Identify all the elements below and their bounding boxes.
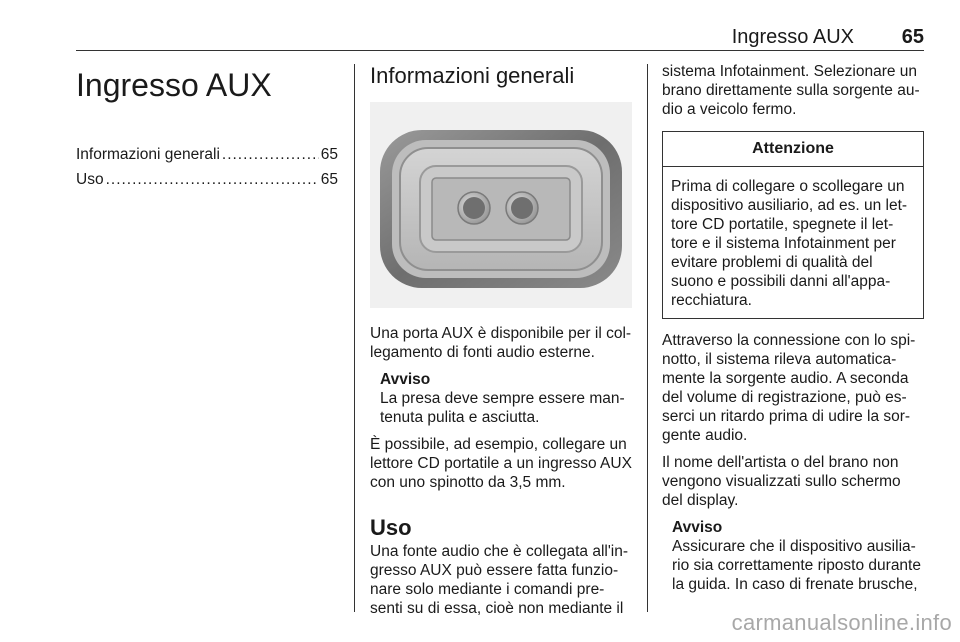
warning-title: Attenzione: [663, 132, 923, 167]
column-right: [662, 62, 924, 594]
warning-box: [662, 131, 924, 319]
aux-port-illustration: [370, 102, 632, 308]
toc-entry-page: 65: [320, 171, 338, 188]
notice-block: [370, 370, 632, 427]
column-divider: [647, 64, 648, 612]
notice-title: Avviso: [672, 519, 723, 536]
section-title: Uso: [370, 515, 412, 540]
aux-socket-icon: [370, 102, 632, 308]
column-middle: [370, 62, 632, 618]
toc-entry[interactable]: [76, 167, 338, 192]
paragraph: Il nome dell'artista o del brano non vengono visualizzati sullo schermo del display.: [662, 454, 901, 509]
page-header: [76, 24, 924, 51]
toc-entry-label: Informazioni generali: [76, 146, 220, 163]
toc-dot-leader: [222, 142, 319, 167]
notice-text: Assicurare che il dispositivo ausilia-rio sia correttamente riposto durante la guida. In caso di frenate brusche,: [672, 538, 921, 593]
header-title: Ingresso AUX: [731, 26, 854, 48]
toc-entry-label: Uso: [76, 171, 104, 188]
notice-title: Avviso: [380, 371, 431, 388]
toc-entry[interactable]: [76, 142, 338, 167]
column-divider: [354, 64, 355, 612]
watermark: carmanualsonline.info: [731, 610, 952, 635]
warning-text: Prima di collegare o scollegare un dispositivo ausiliario, ad es. un let-tore CD portatile, spegnete il let-tore e il sistema Infotainment per evitare problemi di qualità del suono e possibili danni all'appa-recchiatura.: [671, 178, 908, 309]
paragraph: Una porta AUX è disponibile per il col-legamento di fonti audio esterne.: [370, 325, 632, 361]
page-number: 65: [901, 26, 924, 48]
paragraph: È possibile, ad esempio, collegare un lettore CD portatile a un ingresso AUX con uno spinotto da 3,5 mm.: [370, 436, 632, 491]
column-left: [76, 62, 338, 192]
paragraph: Attraverso la connessione con lo spi-notto, il sistema rileva automatica-mente la sorgente audio. A seconda del volume di registrazione, può es-serci un ritardo prima di udire la sor-gente audio.: [662, 332, 916, 444]
notice-text: La presa deve sempre essere man-tenuta pulita e asciutta.: [380, 390, 625, 426]
table-of-contents: [76, 142, 338, 192]
paragraph: Una fonte audio che è collegata all'in-gresso AUX può essere fatta funzio-nare solo mediante i comandi pre-senti su di essa, cioè non mediante il: [370, 543, 629, 617]
toc-entry-page: 65: [320, 146, 338, 163]
notice-block: [662, 518, 924, 594]
toc-dot-leader: [106, 167, 319, 192]
paragraph: sistema Infotainment. Selezionare un brano direttamente sulla sorgente au-dio a veicolo fermo.: [662, 63, 920, 118]
chapter-title: Ingresso AUX: [76, 67, 272, 103]
section-title: Informazioni generali: [370, 63, 575, 88]
